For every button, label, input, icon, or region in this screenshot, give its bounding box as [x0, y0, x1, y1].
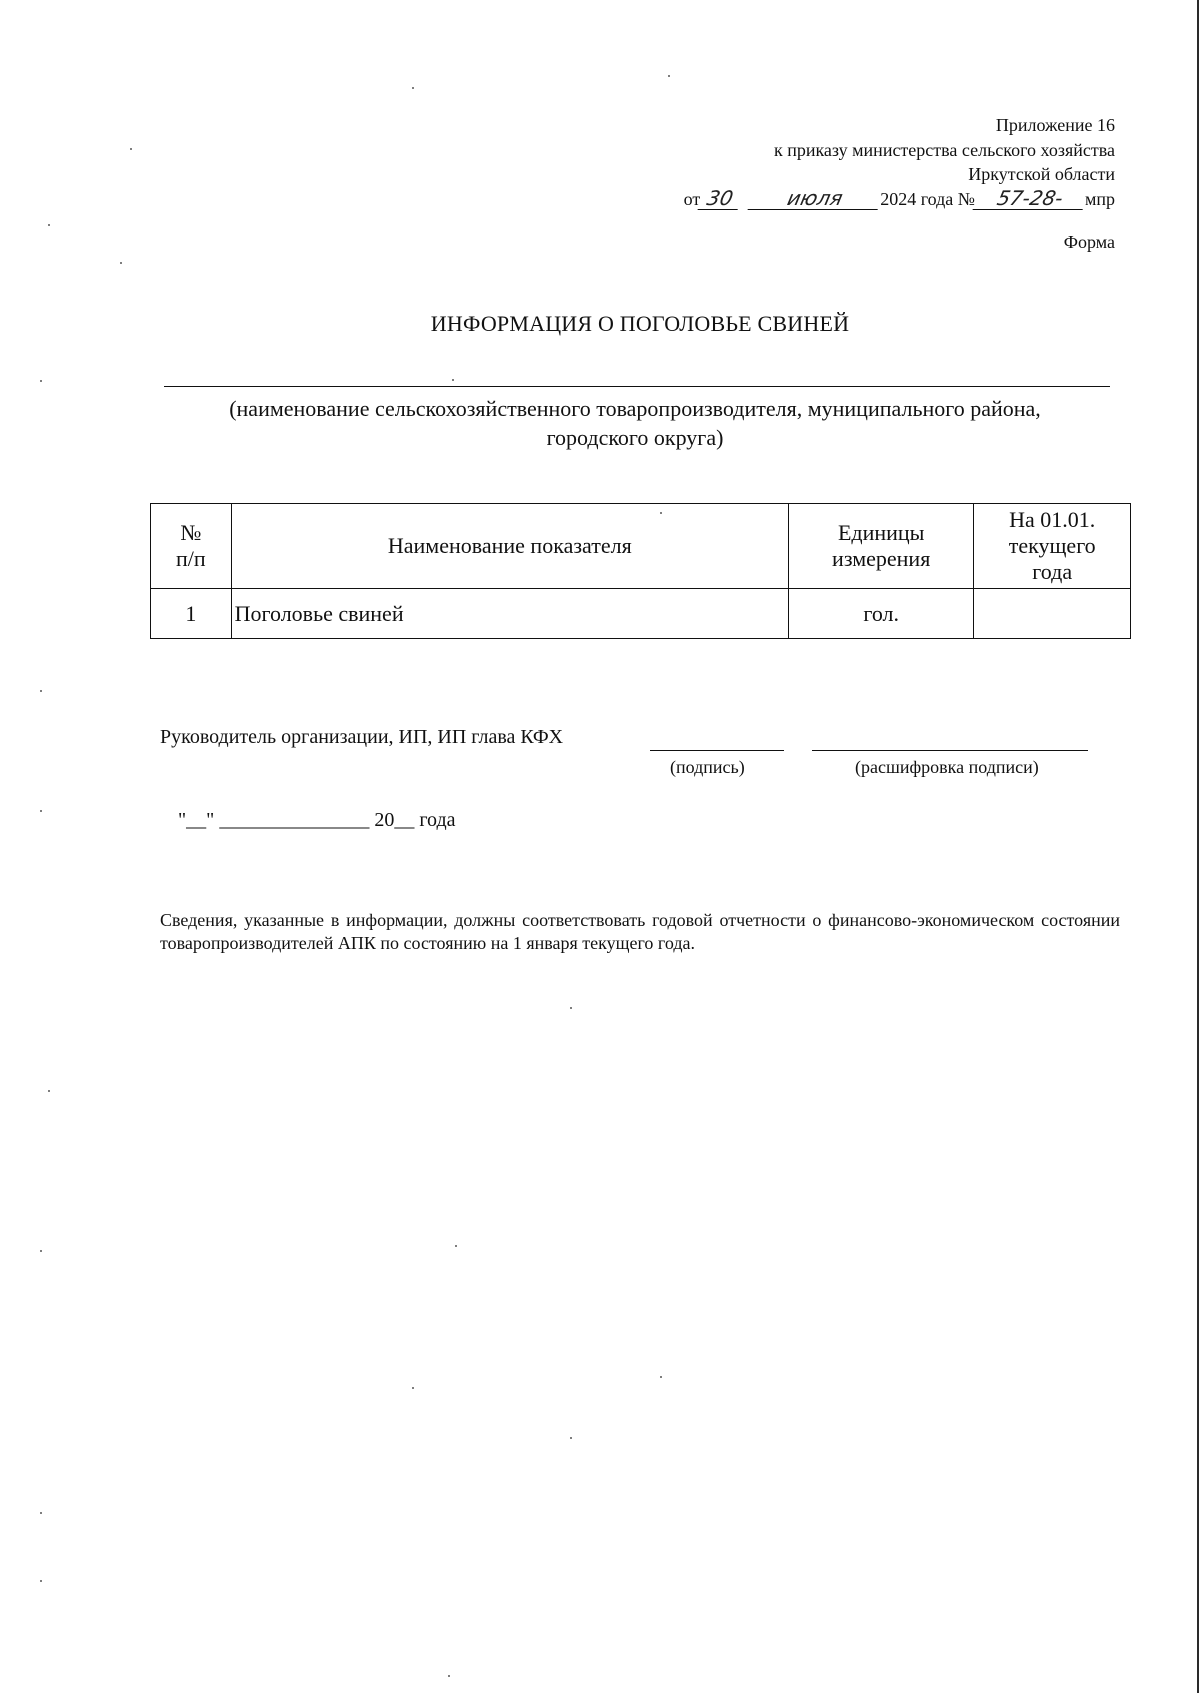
scan-speck	[40, 810, 42, 812]
document-header	[515, 113, 1115, 211]
scan-speck	[40, 1580, 42, 1582]
header-units-line2: измерения	[832, 546, 931, 571]
date-year: 2024 года №	[880, 188, 975, 209]
scan-speck	[40, 1250, 42, 1252]
date-prefix: от	[683, 188, 701, 209]
header-units-line1: Единицы	[837, 520, 925, 545]
caption-line-2: городского округа)	[546, 425, 724, 450]
signature-caption: (подпись)	[670, 757, 745, 777]
scan-speck	[412, 87, 414, 89]
order-date-line	[515, 187, 1115, 212]
scan-speck	[412, 1387, 414, 1389]
handwritten-month: июля	[748, 187, 883, 210]
header-date	[974, 504, 1131, 589]
scan-speck	[660, 1376, 662, 1378]
header-date-line1: На 01.01.	[1009, 507, 1096, 532]
caption-line-1: (наименование сельскохозяйственного товаропроизводителя, муниципального района,	[229, 396, 1041, 421]
row-number: 1	[151, 589, 232, 639]
scan-speck	[130, 148, 132, 150]
region-name: Иркутской области	[968, 164, 1115, 184]
scan-speck	[40, 380, 42, 382]
scan-speck	[120, 262, 122, 264]
scan-speck	[48, 1090, 50, 1092]
document-title: ИНФОРМАЦИЯ О ПОГОЛОВЬЕ СВИНЕЙ	[430, 311, 850, 336]
scan-speck	[570, 1007, 572, 1009]
header-date-line2: текущего	[1008, 533, 1096, 558]
row-indicator-name: Поголовье свиней	[231, 589, 788, 639]
livestock-table	[150, 503, 1131, 639]
producer-name-caption	[150, 394, 1120, 452]
header-number-sign: №	[180, 520, 202, 545]
signature-field[interactable]	[650, 750, 784, 751]
scan-speck	[570, 1437, 572, 1439]
fill-date-line: "__" _______________ 20__ года	[178, 809, 456, 831]
signature-decode-caption: (расшифровка подписи)	[855, 757, 1039, 777]
scan-speck	[668, 75, 670, 77]
scan-speck	[48, 224, 50, 226]
footnote: Сведения, указанные в информации, должны соответствовать годовой отчетности о финансово-экономическом состоянии товаропроизводителей АПК по состоянию на 1 января текущего года.	[160, 910, 1120, 953]
scan-speck	[40, 690, 42, 692]
scan-speck	[40, 1512, 42, 1514]
header-indicator: Наименование показателя	[231, 504, 788, 589]
appendix-number: Приложение 16	[995, 115, 1115, 135]
handwritten-day: 30	[698, 187, 743, 210]
signature-decode-field[interactable]	[812, 750, 1088, 751]
row-unit: гол.	[788, 589, 973, 639]
order-suffix: мпр	[1084, 188, 1115, 209]
scan-speck	[448, 1675, 450, 1677]
scan-speck	[455, 1245, 457, 1247]
scan-speck	[660, 512, 662, 514]
signatory-label: Руководитель организации, ИП, ИП глава КФХ	[160, 726, 564, 748]
order-reference: к приказу министерства сельского хозяйства	[773, 139, 1115, 160]
producer-name-field[interactable]	[164, 386, 1110, 387]
row-value-cell[interactable]	[974, 589, 1131, 639]
table-header-row	[151, 504, 1131, 589]
scan-edge	[1197, 0, 1199, 1693]
header-date-line3: года	[1032, 559, 1073, 584]
header-number	[151, 504, 232, 589]
header-units	[788, 504, 973, 589]
handwritten-order-number: 57-28-	[973, 187, 1088, 210]
header-number-abbr: п/п	[175, 546, 206, 571]
table-row	[151, 589, 1131, 639]
form-label: Форма	[1063, 232, 1115, 252]
scan-speck	[452, 379, 454, 381]
